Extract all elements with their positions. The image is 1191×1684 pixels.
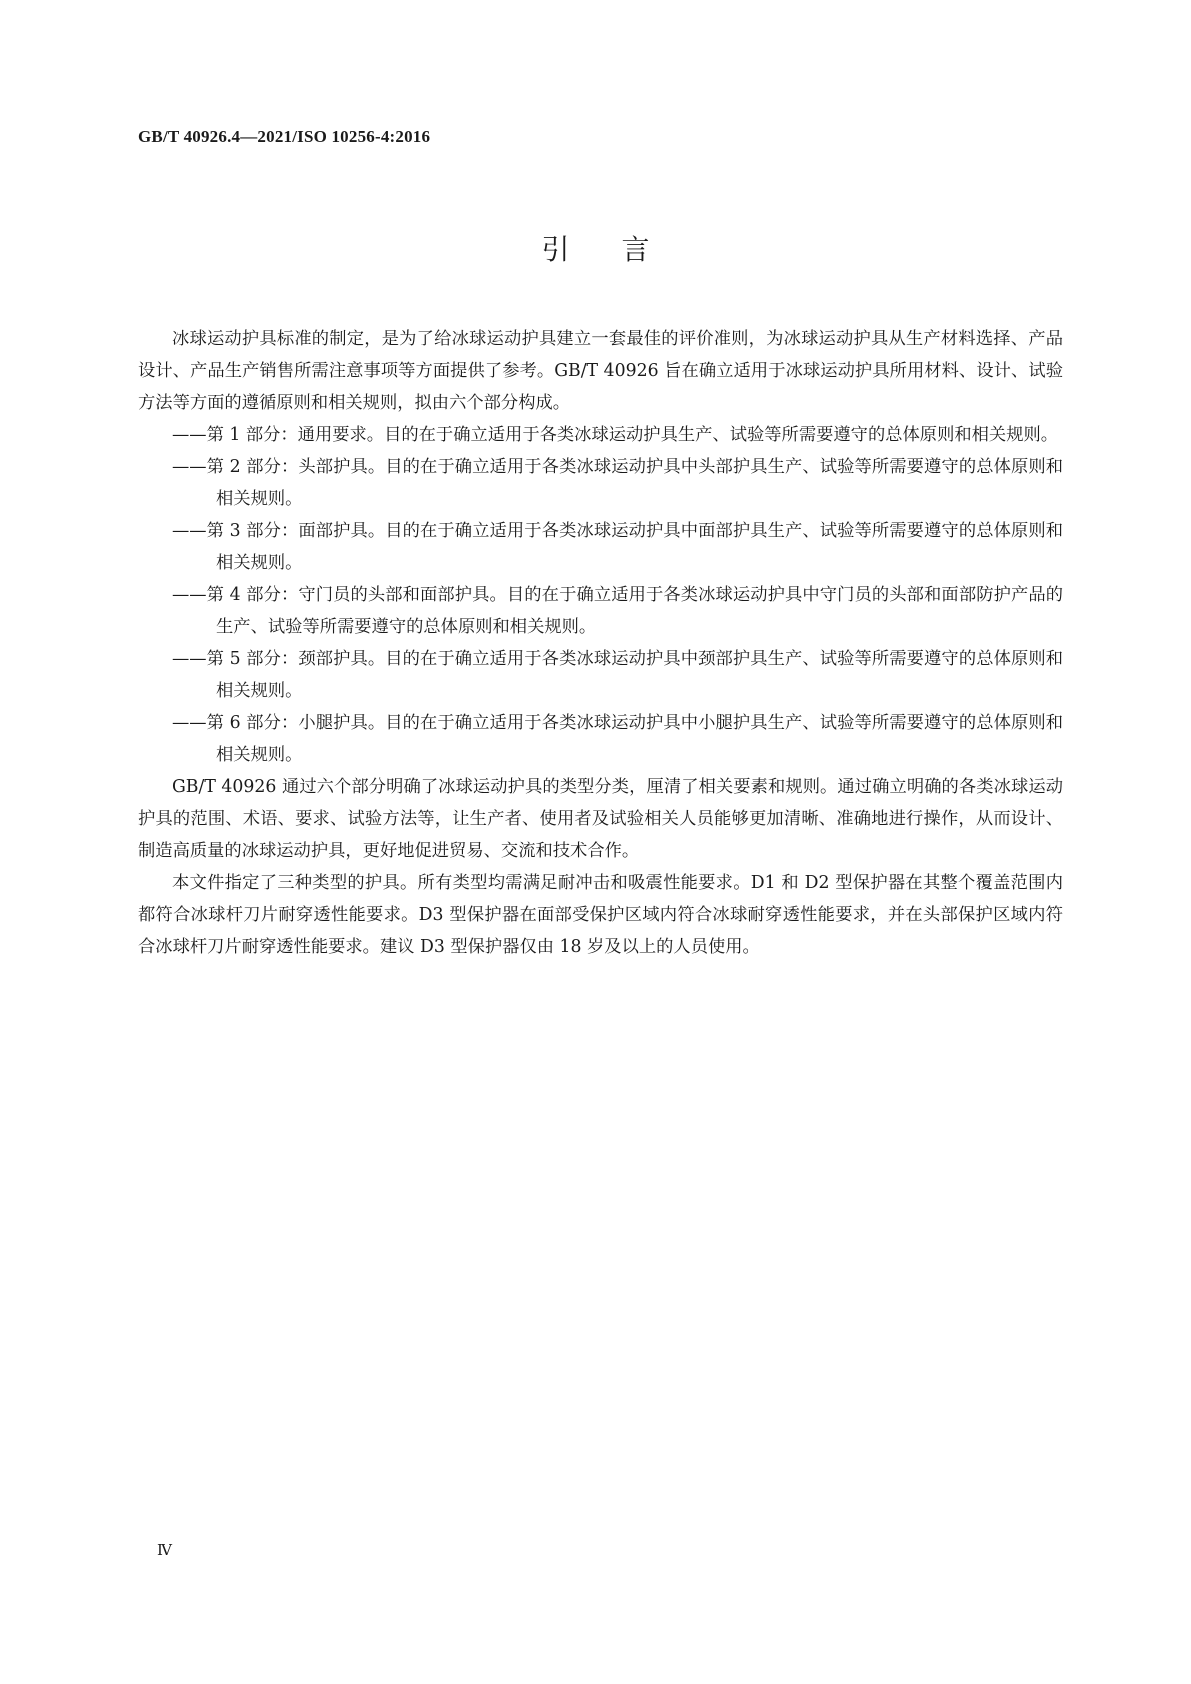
page-number: Ⅳ [157, 1543, 172, 1559]
list-item-part-5: ——第 5 部分：颈部护具。目的在于确立适用于各类冰球运动护具中颈部护具生产、试验等所需要遵守的总体原则和相关规则。 [172, 649, 1063, 701]
document-code: GB/T 40926.4—2021/ISO 10256-4:2016 [138, 127, 431, 146]
types-paragraph: 本文件指定了三种类型的护具。所有类型均需满足耐冲击和吸震性能要求。D1 和 D2 型保护器在其整个覆盖范围内都符合冰球杆刀片耐穿透性能要求。D3 型保护器在面部受保护区域内符合冰球耐穿透性能要求，并在头部保护区域内符合冰球杆刀片耐穿透性能要求。建议 D3 型保护器仅由 18 岁及以上的人员使用。 [138, 873, 1063, 957]
document-body [138, 323, 1063, 963]
parts-list [138, 419, 1063, 771]
page-title: 引言 [541, 233, 702, 266]
intro-paragraph: 冰球运动护具标准的制定，是为了给冰球运动护具建立一套最佳的评价准则，为冰球运动护具从生产材料选择、产品设计、产品生产销售所需注意事项等方面提供了参考。GB/T 40926 旨在确立适用于冰球运动护具所用材料、设计、试验方法等方面的遵循原则和相关规则，拟由六个部分构成。 [138, 329, 1063, 413]
list-item-part-6: ——第 6 部分：小腿护具。目的在于确立适用于各类冰球运动护具中小腿护具生产、试验等所需要遵守的总体原则和相关规则。 [172, 713, 1063, 765]
list-item-part-1: ——第 1 部分：通用要求。目的在于确立适用于各类冰球运动护具生产、试验等所需要遵守的总体原则和相关规则。 [172, 425, 1059, 445]
list-item-part-4: ——第 4 部分：守门员的头部和面部护具。目的在于确立适用于各类冰球运动护具中守门员的头部和面部防护产品的生产、试验等所需要遵守的总体原则和相关规则。 [172, 585, 1063, 637]
scope-paragraph: GB/T 40926 通过六个部分明确了冰球运动护具的类型分类，厘清了相关要素和规则。通过确立明确的各类冰球运动护具的范围、术语、要求、试验方法等，让生产者、使用者及试验相关人员能够更加清晰、准确地进行操作，从而设计、制造高质量的冰球运动护具，更好地促进贸易、交流和技术合作。 [138, 777, 1063, 861]
list-item-part-3: ——第 3 部分：面部护具。目的在于确立适用于各类冰球运动护具中面部护具生产、试验等所需要遵守的总体原则和相关规则。 [172, 521, 1063, 573]
list-item-part-2: ——第 2 部分：头部护具。目的在于确立适用于各类冰球运动护具中头部护具生产、试验等所需要遵守的总体原则和相关规则。 [172, 457, 1063, 509]
